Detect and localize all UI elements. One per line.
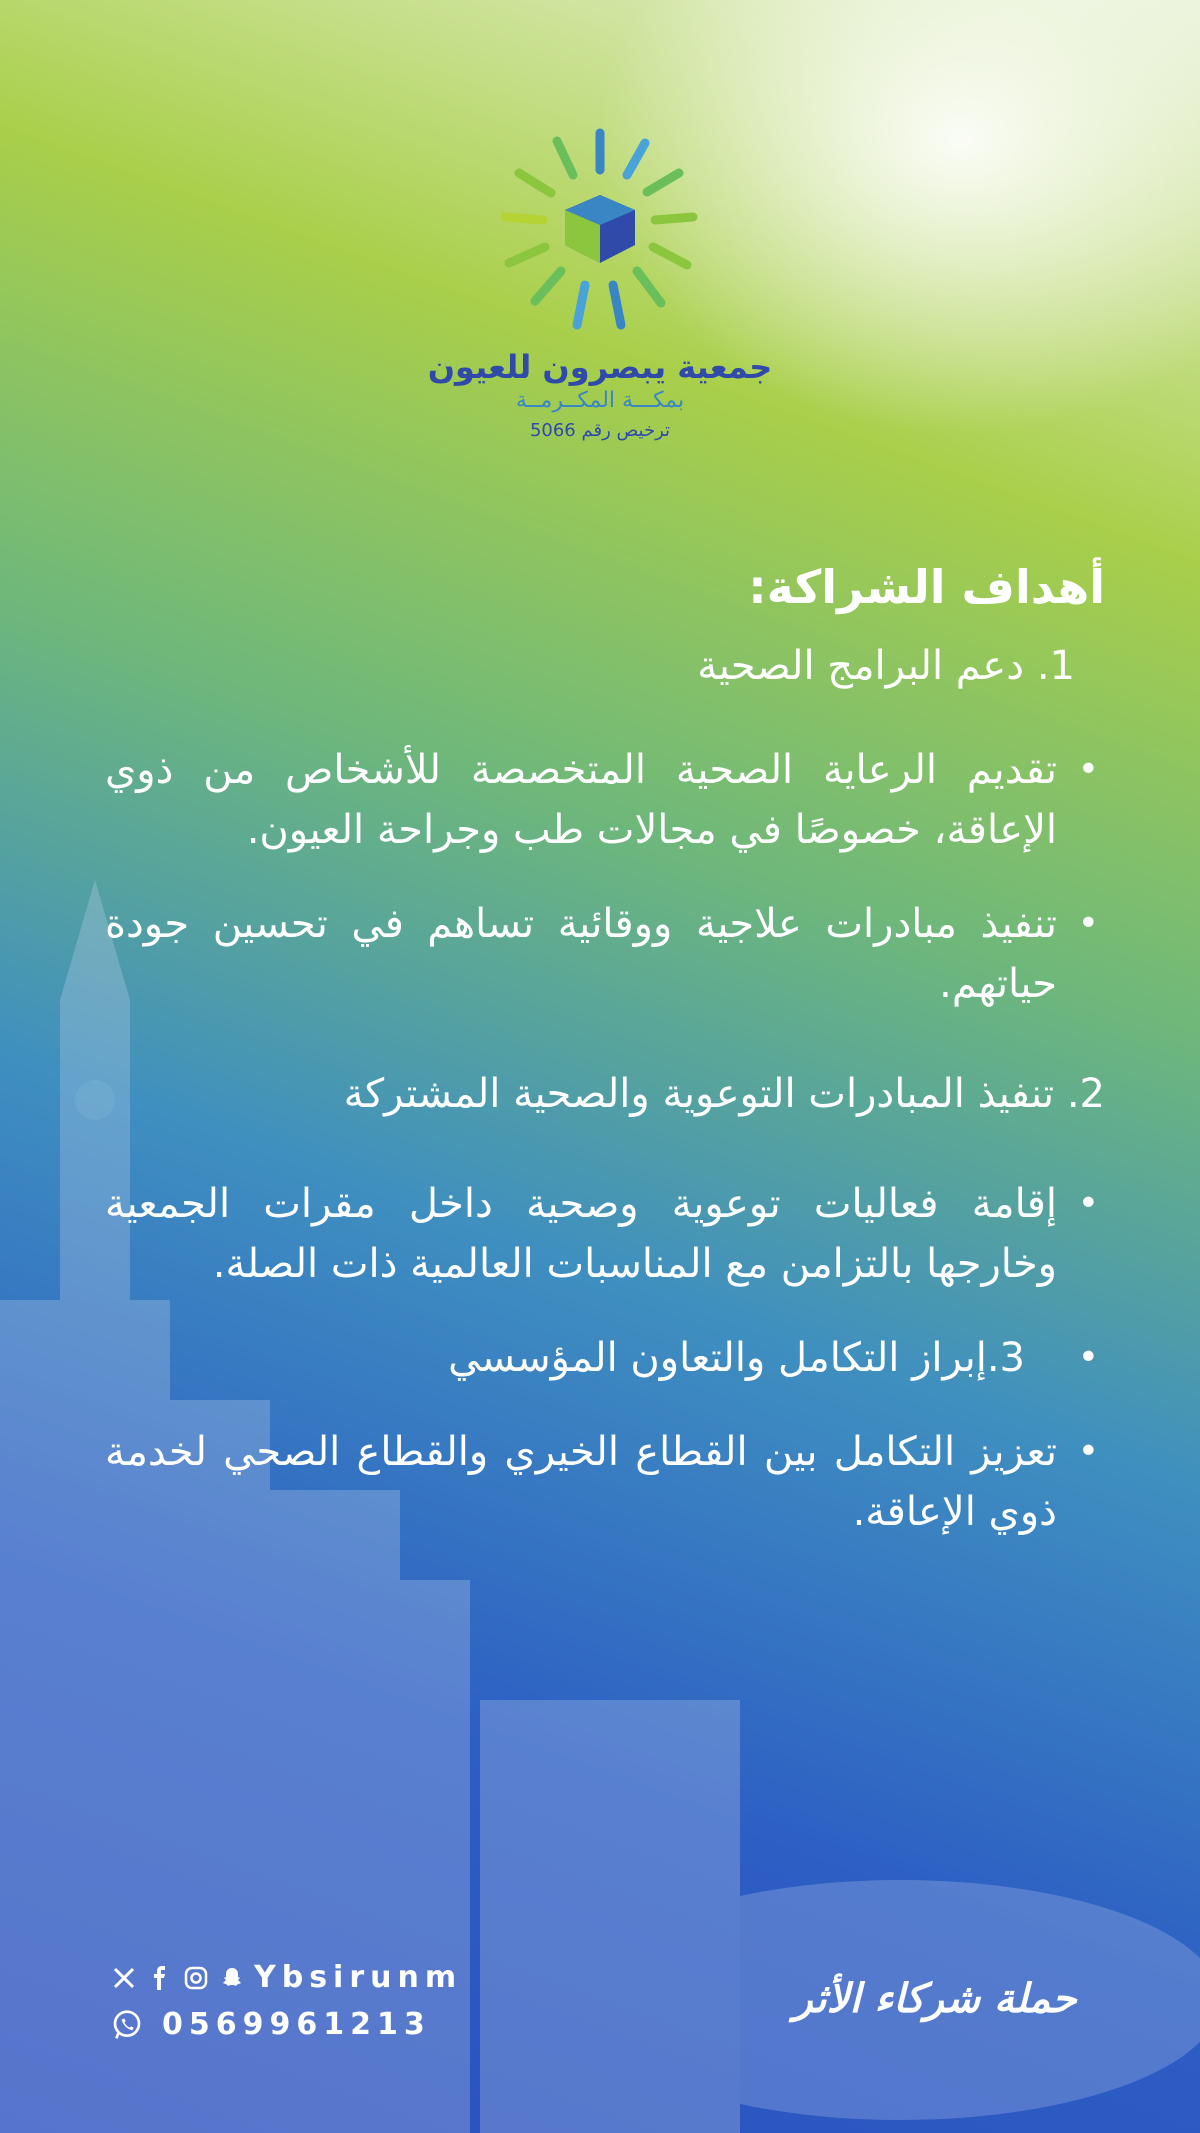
- goal-1-bullet-2: • تنفيذ مبادرات علاجية ووقائية تساهم في تحسين جودة حياتهم.: [105, 894, 1105, 1014]
- social-handle-row: [110, 1960, 462, 1995]
- goal-3-title: • 3.إبراز التكامل والتعاون المؤسسي: [105, 1328, 1105, 1388]
- whatsapp-icon[interactable]: [110, 2008, 144, 2042]
- social-contacts: [110, 1960, 462, 2042]
- org-city: بمكـــة المكــرمــة: [515, 388, 685, 413]
- goal-2-title: 2. تنفيذ المبادرات التوعوية والصحية المشتركة: [343, 1071, 1105, 1117]
- phone-row: [110, 2007, 462, 2042]
- goal-3-bullet-1: • تعزيز التكامل بين القطاع الخيري والقطاع الصحي لخدمة ذوي الإعاقة.: [105, 1422, 1105, 1542]
- partnership-goals: [105, 560, 1105, 1576]
- phone-number: 0569961213: [162, 2007, 431, 2042]
- org-license: ترخيص رقم 5066: [529, 420, 671, 441]
- goal-2-bullet-1: • إقامة فعاليات توعوية وصحية داخل مقرات الجمعية وخارجها بالتزامن مع المناسبات العالمية ذات الصلة.: [105, 1174, 1105, 1294]
- instagram-icon[interactable]: [182, 1964, 210, 1992]
- goals-heading: أهداف الشراكة:: [748, 560, 1105, 614]
- snapchat-icon[interactable]: [218, 1964, 246, 1992]
- campaign-title: حملة شركاء الأثر: [793, 1975, 1077, 2022]
- association-logo: [495, 125, 705, 335]
- facebook-icon[interactable]: [146, 1964, 174, 1992]
- x-icon[interactable]: [110, 1964, 138, 1992]
- org-name: جمعية يبصرون للعيون: [427, 348, 773, 386]
- social-handle: Ybsirunm: [254, 1960, 463, 1995]
- goal-1-bullet-1: • تقديم الرعاية الصحية المتخصصة للأشخاص من ذوي الإعاقة، خصوصًا في مجالات طب وجراحة العيون.: [105, 740, 1105, 860]
- goal-1-title: 1. دعم البرامج الصحية: [697, 643, 1075, 689]
